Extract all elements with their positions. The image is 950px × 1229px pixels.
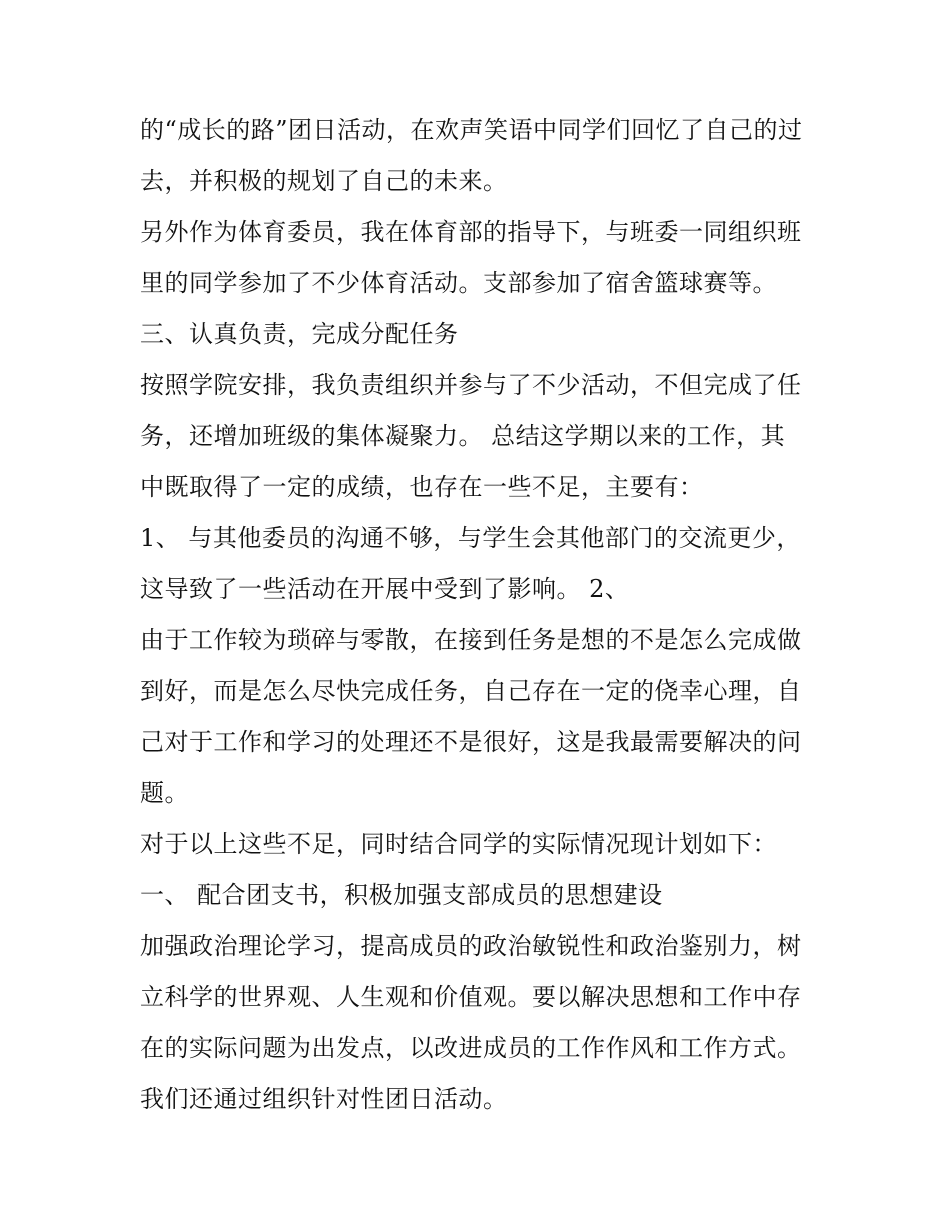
document-body <box>140 105 820 1125</box>
text-line-13: 己对于工作和学习的处理还不是很好，这是我最需要解决的问 <box>140 728 802 756</box>
text-line-17: 加强政治理论学习，提高成员的政治敏锐性和政治鉴别力，树 <box>140 932 802 960</box>
text-line-7: 务，还增加班级的集体凝聚力。 总结这学期以来的工作，其 <box>140 422 786 450</box>
text-line-2: 去，并积极的规划了自己的未来。 <box>140 167 508 195</box>
text-line-14: 题。 <box>140 779 189 807</box>
text-line-19: 在的实际问题为出发点，以改进成员的工作作风和工作方式。 <box>140 1034 802 1062</box>
text-line-6: 按照学院安排，我负责组织并参与了不少活动，不但完成了任 <box>140 371 802 399</box>
text-line-1: 的“成长的路”团日活动，在欢声笑语中同学们回忆了自己的过 <box>140 116 803 144</box>
text-line-4: 里的同学参加了不少体育活动。支部参加了宿舍篮球赛等。 <box>140 269 777 297</box>
text-line-10: 这导致了一些活动在开展中受到了影响。 2、 <box>140 575 630 603</box>
list-item-1: 1、 与其他委员的沟通不够，与学生会其他部门的交流更少， <box>140 524 801 552</box>
text-line-20: 我们还通过组织针对性团日活动。 <box>140 1085 508 1113</box>
text-line-12: 到好，而是怎么尽快完成任务，自己存在一定的侥幸心理，自 <box>140 677 802 705</box>
text-line-11: 由于工作较为琐碎与零散，在接到任务是想的不是怎么完成做 <box>140 626 802 654</box>
text-line-8: 中既取得了一定的成绩，也存在一些不足，主要有： <box>140 473 704 501</box>
section-heading-1: 一、 配合团支书，积极加强支部成员的思想建设 <box>140 881 663 909</box>
text-line-18: 立科学的世界观、人生观和价值观。要以解决思想和工作中存 <box>140 983 802 1011</box>
section-heading-3: 三、认真负责，完成分配任务 <box>140 320 459 348</box>
text-line-15: 对于以上这些不足，同时结合同学的实际情况现计划如下： <box>140 830 777 858</box>
text-line-3: 另外作为体育委员，我在体育部的指导下，与班委一同组织班 <box>140 218 802 246</box>
